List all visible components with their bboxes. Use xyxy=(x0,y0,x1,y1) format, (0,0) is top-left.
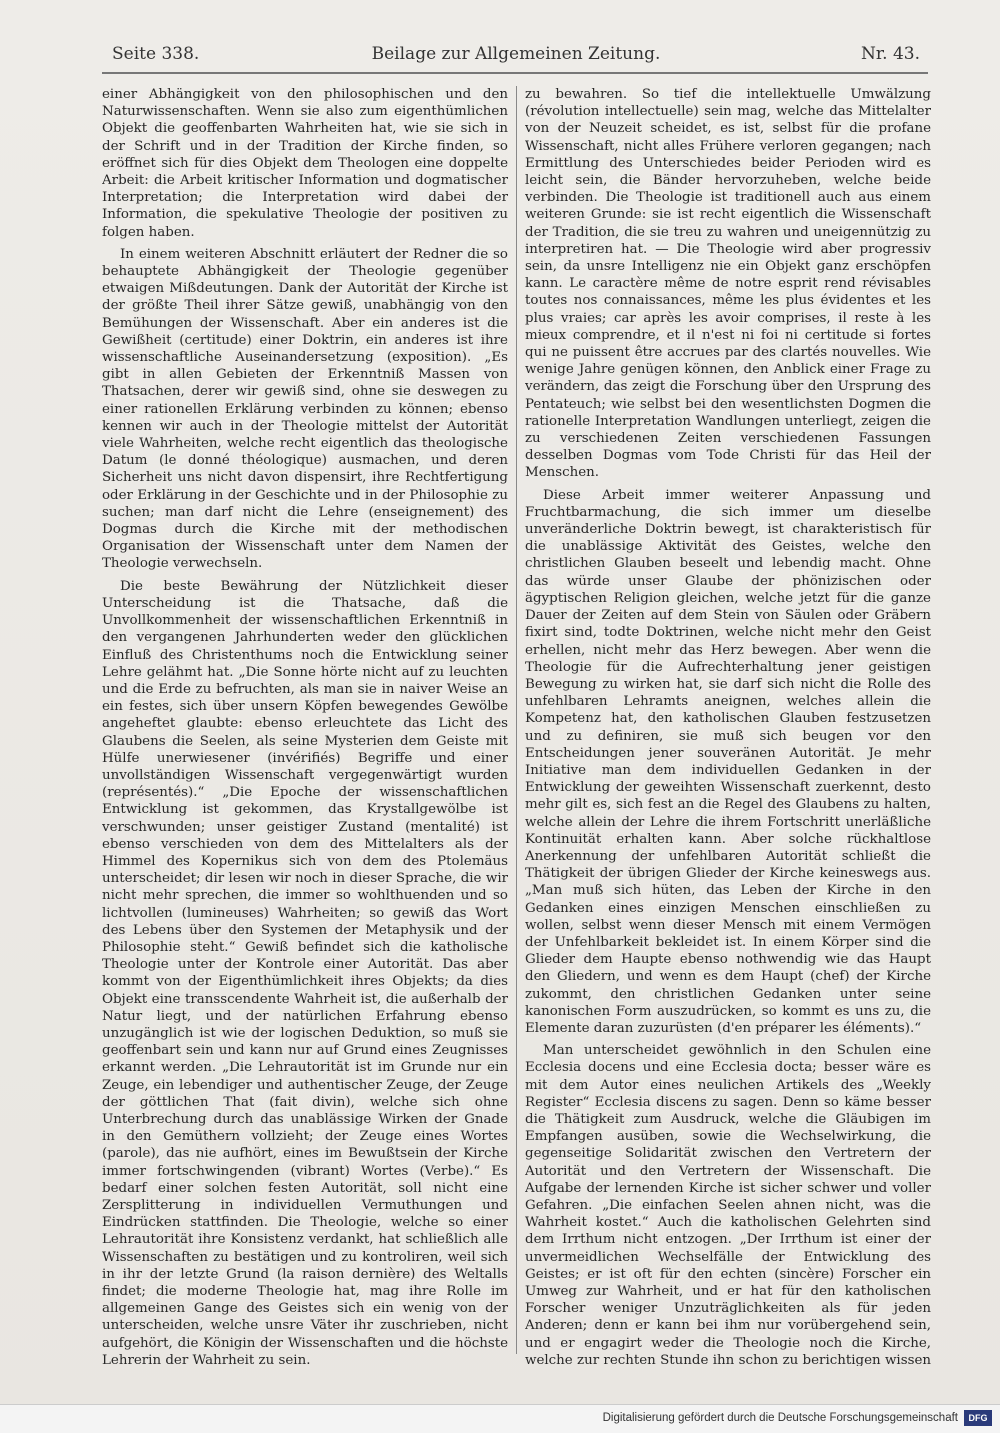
paragraph: einer Abhängigkeit von den philosophischen und den Naturwissenschaften. Wenn sie also zum eigenthümlichen Objekt die geoffenbarten Wahrheiten hat, wie sie sich in der Schrift und in der Tradition der Kirche finden, so eröffnet sich für dies Objekt dem Theologen eine doppelte Arbeit: die Arbeit kritischer Information und dogmatischer Interpretation; die Interpretation wird dabei der Information, die spekulative Theologie der positiven zu folgen haben. xyxy=(102,87,508,240)
funding-credit: Digitalisierung gefördert durch die Deutsche Forschungsgemeinschaft xyxy=(602,1412,958,1424)
issue-number: Nr. 43. xyxy=(861,44,920,64)
paragraph: In einem weiteren Abschnitt erläutert der Redner die so behauptete Abhängigkeit der Theologie gegenüber etwaigen Mißdeutungen. Dank der Autorität der Kirche ist der größte Theil ihrer Sätze gewiß, unabhängig von den Bemühungen der Wissenschaft. Aber ein anderes ist die Gewißheit (certitude) einer Doktrin, ein anderes ist ihre wissenschaftliche Auseinandersetzung (exposition). „Es gibt in allen Gebieten der Erkenntniß Massen von Thatsachen, derer wir gewiß sind, ohne sie deswegen zu einer rationellen Erklärung verbinden zu können; ebenso kennen wir auch in der Theologie mittelst der Autorität viele Wahrheiten, welche recht eigentlich das theologische Datum (le donné théologique) ausmachen, und deren Sicherheit uns nicht davon dispensirt, ihre Rechtfertigung oder Erklärung in der Geschichte und in der Philosophie zu suchen; man darf nicht die Lehre (enseignement) des Dogmas durch die Kirche mit der methodischen Organisation der Wissenschaft unter dem Namen der Theologie verwechseln. xyxy=(102,246,508,572)
page-number: Seite 338. xyxy=(112,44,200,64)
right-text-column xyxy=(525,86,931,1366)
paragraph: Man unterscheidet gewöhnlich in den Schulen eine Ecclesia docens und eine Ecclesia docta; besser wäre es mit dem Autor eines neulichen Artikels des „Weekly Register“ Ecclesia discens zu sagen. Denn so käme besser die Thätigkeit zum Ausdruck, welche die Gläubigen im Empfangen ausüben, sowie die Wechselwirkung, die gegenseitige Solidarität zwischen den Vertretern der Autorität und den Vertretern der Wissenschaft. Die Aufgabe der lernenden Kirche ist sicher schwer und voller Gefahren. „Die einfachen Seelen ahnen nicht, was die Wahrheit kostet.“ Auch die katholischen Gelehrten sind dem Irrthum nicht entzogen. „Der Irrthum ist einer der unvermeidlichen Wechselfälle der Entwicklung des Geistes; er ist oft für den echten (sincère) Forscher ein Umweg zur Wahrheit, und er hat für den katholischen Forscher weniger Unzuträglichkeiten als für jeden Anderen; denn er kann bei ihm nur vorübergehend sein, und er engagirt weder die Theologie noch die Kirche, welche zur rechten Stunde ihn schon zu berichtigen wissen xyxy=(525,1043,931,1366)
paragraph: Diese Arbeit immer weiterer Anpassung und Fruchtbarmachung, die sich immer um dieselbe unveränderliche Doktrin bewegt, ist charakteristisch für die unablässige Aktivität des Geistes, welche den christlichen Glauben beseelt und lebendig macht. Ohne das würde unser Glaube der phönizischen oder ägyptischen Religion gleichen, welche jetzt für die ganze Dauer der Zeiten auf dem Stein von Säulen oder Gräbern fixirt sind, todte Doktrinen, welche nicht mehr den Geist erhellen, nicht mehr das Herz bewegen. Aber wenn die Theologie für die Aufrechterhaltung jener geistigen Bewegung zu wirken hat, sie darf sich nicht die Rolle des unfehlbaren Lehramts aneignen, welches allein die Kompetenz hat, den katholischen Glauben festzusetzen und zu definiren, sie muß sich beugen vor den Entscheidungen jener souveränen Autorität. Je mehr Initiative man dem individuellen Gedanken in der Entwicklung der geweihten Wissenschaft zuerkennt, desto mehr gilt es, sich fest an die Regel des Glaubens zu halten, welche allein der Lehre die ihrem Fortschritt unerläßliche Kontinuität erhalten kann. Aber solche rückhaltlose Anerkennung der unfehlbaren Autorität schließt die Thätigkeit der übrigen Glieder der Kirche keineswegs aus. „Man muß sich hüten, das Leben der Kirche in den Gedanken eines einzigen Menschen einschließen zu wollen, selbst wenn dieser Mensch mit einem Vermögen der Unfehlbarkeit bekleidet ist. In einem Körper sind die Glieder dem Haupte ebenso nothwendig wie das Haupt den Gliedern, und wenn es dem Haupt (chef) der Kirche zukommt, den christlichen Gedanken unter seine kanonischen Form auszudrücken, so kommt es uns zu, die Elemente daran zuzurüsten (d'en préparer les éléments).“ xyxy=(525,487,931,1036)
column-separator xyxy=(516,86,517,1354)
paragraph: Die beste Bewährung der Nützlichkeit dieser Unterscheidung ist die Thatsache, daß die Unvollkommenheit der wissenschaftlichen Erkenntniß in den vergangenen Jahrhunderten weder den glücklichen Einfluß des Christenthums noch die Entwicklung seiner Lehre gelähmt hat. „Die Sonne hörte nicht auf zu leuchten und die Erde zu befruchten, als man sie in naiver Weise an ein festes, sich über unsern Köpfen bewegendes Gewölbe angeheftet glaubte: ebenso erleuchtete das Licht des Glaubens die Seelen, als seine Mysterien dem Geiste mit Hülfe unerwiesener (invérifiés) Begriffe und einer unvollständigen Wissenschaft vergegenwärtigt wurden (représentés).“ „Die Epoche der wissenschaftlichen Entwicklung ist gekommen, das Krystallgewölbe ist verschwunden; unser geistiger Zustand (mentalité) ist ebenso verschieden von dem des Mittelalters als der Himmel des Kopernikus sich von dem des Ptolemäus unterscheidet; dir lesen wir noch in dieser Sprache, die wir nicht mehr sprechen, die immer so wohlthuenden und so lichtvollen (lumineuses) Wahrheiten; so gewiß das Wort des Lebens über den Systemen der Metaphysik und der Philosophie steht.“ Gewiß befindet sich die katholische Theologie unter der Kontrole einer Autorität. Das aber kommt von der Eigenthümlichkeit ihres Objekts; da dies Objekt eine transscendente Wahrheit ist, die außerhalb der Natur liegt, und der natürlichen Erfahrung ebenso unzugänglich ist wie der logischen Deduktion, so muß sie geoffenbart sein und kann nur auf Grund eines Zeugnisses erkannt werden. „Die Lehrautorität ist im Grunde nur ein Zeuge, ein lebendiger und authentischer Zeuge, der Zeuge der göttlichen That (fait divin), welche sich ohne Unterbrechung durch das unablässige Wirken der Gnade in den Gemüthern vollzieht; der Zeuge eines Wortes (parole), das nie aufhört, eines im Bewußtsein der Kirche immer fortschwingenden (vibrant) Wortes (Verbe).“ Es bedarf einer solchen festen Autorität, soll nicht eine Zersplitterung in individuellen Vermuthungen und Eindrücken stattfinden. Die Theologie, welche so einer Lehrautorität ihre Konsistenz verdankt, hat schließlich alle Wissenschaften zu bestätigen und zu kontroliren, weil sich in ihr der letzte Grund (la raison dernière) des Weltalls findet; die moderne Theologie hat, mag ihre Rolle im allgemeinen Gange des Geistes sich ein wenig von der unterscheiden, welche unsre Väter ihr zuschrieben, nicht aufgehört, die Königin der Wissenschaften und die höchste Lehrerin der Wahrheit zu sein. xyxy=(102,578,508,1366)
left-text-column xyxy=(102,86,508,1366)
page-header xyxy=(112,40,920,70)
dfg-logo-icon: DFG xyxy=(964,1410,992,1426)
publication-title: Beilage zur Allgemeinen Zeitung. xyxy=(371,44,661,64)
paragraph: zu bewahren. So tief die intellektuelle Umwälzung (révolution intellectuelle) sein mag, welche das Mittelalter von der Neuzeit scheidet, es ist, selbst für die profane Wissenschaft, nicht alles Frühere verloren gegangen; nach Ermittlung des Unterschiedes beider Perioden wird es leicht sein, die Bänder hervorzuheben, welche beide verbinden. Die Theologie ist traditionell auch aus einem weiteren Grunde: sie ist recht eigentlich die Wissenschaft der Tradition, die sie treu zu wahren und uneigennützig zu interpretiren hat. — Die Theologie wird aber progressiv sein, da unsre Intelligenz nie ein Objekt ganz erschöpfen kann. Le caractère même de notre esprit rend révisables toutes nos connaissances, même les plus évidentes et les plus vraies; car après les avoir comprises, il reste à les mieux comprendre, et il n'est ni foi ni certitude si fortes qui ne puissent être accrues par des clartés nouvelles. Wie wenige Jahre genügen können, den Anblick einer Frage zu verändern, das zeigt die Forschung über den Ursprung des Pentateuch; wie selbst bei den wesentlichsten Dogmen die rationelle Interpretation Wandlungen unterliegt, zeigen die zu verschiedenen Zeiten verschiedenen Fassungen desselben Dogmas vom Tode Christi für das Heil der Menschen. xyxy=(525,87,931,481)
header-rule xyxy=(102,72,928,74)
footer-bar xyxy=(0,1404,1000,1433)
